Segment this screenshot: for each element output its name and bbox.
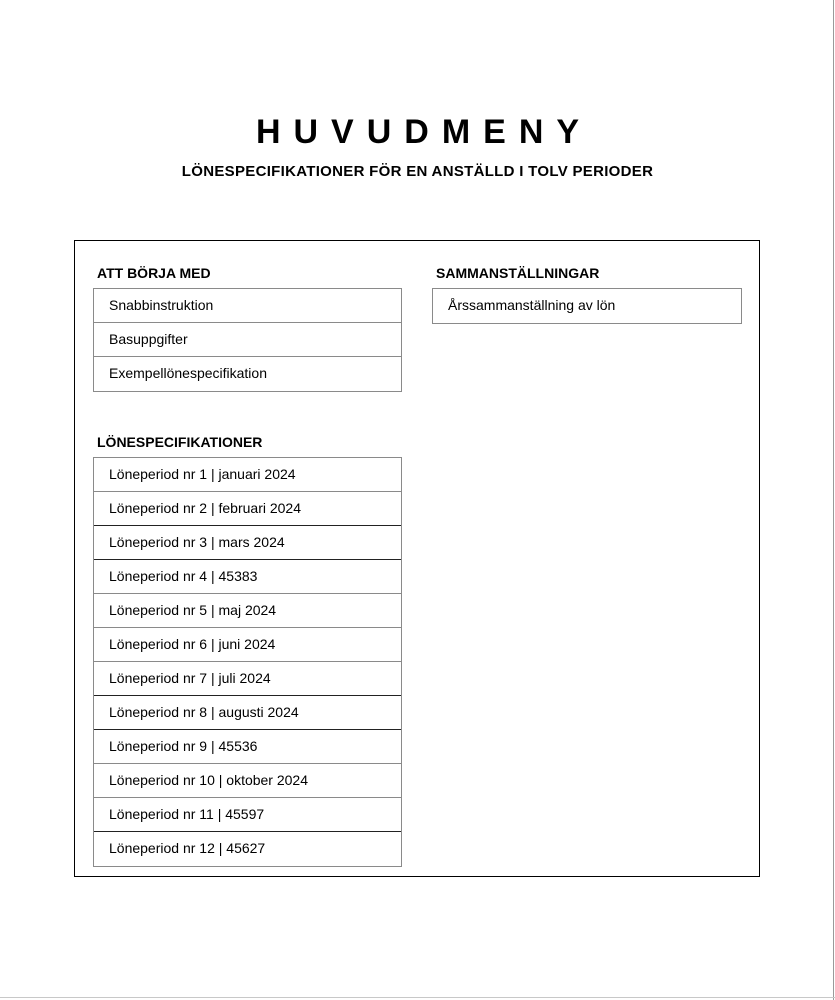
start-heading: ATT BÖRJA MED xyxy=(97,265,211,281)
main-menu-panel xyxy=(74,240,760,877)
window-edge-bottom xyxy=(0,997,835,998)
menu-item-period-11[interactable]: Löneperiod nr 11 | 45597 xyxy=(94,798,401,832)
menu-item-quick-instructions[interactable]: Snabbinstruktion xyxy=(94,289,401,323)
menu-item-period-12[interactable]: Löneperiod nr 12 | 45627 xyxy=(109,840,266,856)
payslips-menu-list xyxy=(93,457,402,867)
menu-item-period-9[interactable]: Löneperiod nr 9 | 45536 xyxy=(94,730,401,764)
menu-item-period-7[interactable]: Löneperiod nr 7 | juli 2024 xyxy=(94,662,401,696)
summaries-menu-list xyxy=(432,288,742,324)
menu-item-example-payslip[interactable]: Exempellönespecifikation xyxy=(109,365,267,381)
start-menu-list xyxy=(93,288,402,392)
menu-item-period-2[interactable]: Löneperiod nr 2 | februari 2024 xyxy=(94,492,401,526)
menu-item-annual-summary[interactable]: Årssammanställning av lön xyxy=(448,297,616,313)
menu-item-period-3[interactable]: Löneperiod nr 3 | mars 2024 xyxy=(94,526,401,560)
menu-item-period-6[interactable]: Löneperiod nr 6 | juni 2024 xyxy=(94,628,401,662)
menu-item-period-4[interactable]: Löneperiod nr 4 | 45383 xyxy=(94,560,401,594)
menu-item-period-1[interactable]: Löneperiod nr 1 | januari 2024 xyxy=(94,458,401,492)
page-subtitle: LÖNESPECIFIKATIONER FÖR EN ANSTÄLLD I TOLV PERIODER xyxy=(181,163,654,180)
menu-item-period-8[interactable]: Löneperiod nr 8 | augusti 2024 xyxy=(94,696,401,730)
menu-item-period-5[interactable]: Löneperiod nr 5 | maj 2024 xyxy=(94,594,401,628)
menu-item-period-10[interactable]: Löneperiod nr 10 | oktober 2024 xyxy=(94,764,401,798)
payslips-heading: LÖNESPECIFIKATIONER xyxy=(97,434,263,450)
page-title: HUVUDMENY xyxy=(255,113,593,151)
menu-item-basic-data[interactable]: Basuppgifter xyxy=(94,323,401,357)
summaries-heading: SAMMANSTÄLLNINGAR xyxy=(436,265,600,281)
